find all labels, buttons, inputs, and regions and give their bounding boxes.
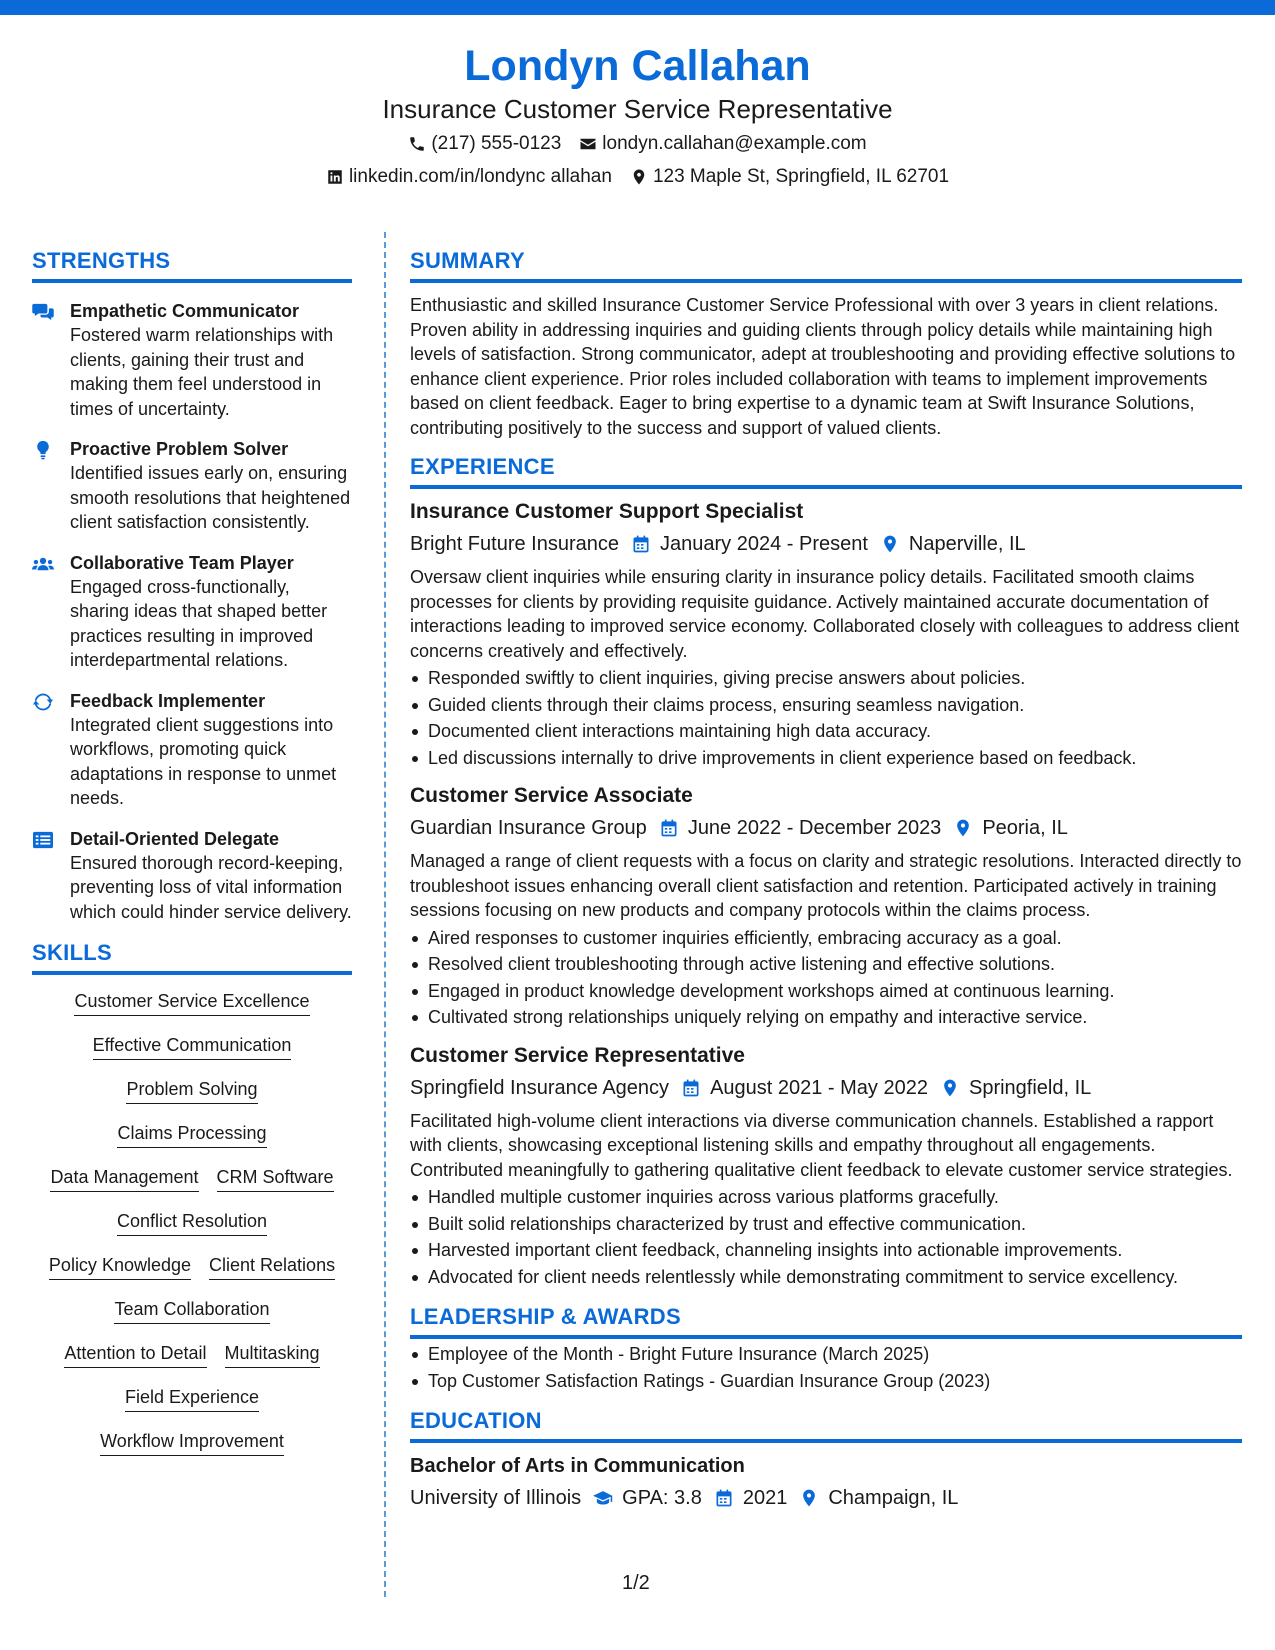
skill-tag: Effective Communication <box>93 1033 292 1060</box>
bullet-item: Resolved client troubleshooting through active listening and effective solutions. <box>410 951 1242 978</box>
bullet-item: Guided clients through their claims process, ensuring seamless navigation. <box>410 692 1242 719</box>
job-dates: January 2024 - Present <box>660 533 868 555</box>
skill-tag: Conflict Resolution <box>117 1209 267 1236</box>
bullet-item: Harvested important client feedback, channeling insights into actionable improvements. <box>410 1237 1242 1264</box>
map-pin-icon <box>953 818 973 838</box>
skill-tag: Team Collaboration <box>114 1297 269 1324</box>
experience-heading: EXPERIENCE <box>410 454 1242 489</box>
education-heading: EDUCATION <box>410 1408 1242 1443</box>
job-entry <box>410 781 1242 1031</box>
school-location: Champaign, IL <box>828 1487 959 1509</box>
skills-section <box>32 940 352 1456</box>
strength-item <box>32 437 352 535</box>
awards-list <box>410 1341 1242 1394</box>
skill-tag: Field Experience <box>125 1385 259 1412</box>
strength-title: Detail-Oriented Delegate <box>70 828 280 849</box>
strengths-list <box>32 299 352 924</box>
bullet-item: Led discussions internally to drive improvements in client experience based on feedback. <box>410 745 1242 772</box>
job-title: Customer Service Representative <box>410 1043 745 1067</box>
calendar-icon <box>631 534 651 554</box>
bullet-item: Aired responses to customer inquiries efficiently, embracing accuracy as a goal. <box>410 925 1242 952</box>
map-pin-icon <box>880 534 900 554</box>
education-section <box>410 1408 1242 1513</box>
school-name: University of Illinois <box>410 1487 582 1509</box>
skill-tag: Client Relations <box>209 1253 335 1280</box>
job-location: Springfield, IL <box>968 1076 1092 1099</box>
skills-heading: SKILLS <box>32 940 352 975</box>
strength-title: Proactive Problem Solver <box>70 439 289 459</box>
strength-item <box>32 827 352 925</box>
bullet-item: Advocated for client needs relentlessly while demonstrating commitment to service excellency. <box>410 1264 1242 1291</box>
job-entry <box>410 1041 1242 1291</box>
job-title: Customer Service Associate <box>410 784 693 807</box>
contact-phone <box>408 129 561 159</box>
strength-item <box>32 551 352 673</box>
bullet-item: Documented client interactions maintaining high data accuracy. <box>410 718 1242 745</box>
award-item: Employee of the Month - Bright Future Insurance (March 2025) <box>410 1341 1242 1368</box>
skill-tag: Workflow Improvement <box>100 1429 284 1456</box>
calendar-icon <box>659 818 679 838</box>
lightbulb-icon <box>32 440 54 460</box>
job-bullets <box>410 925 1242 1031</box>
bullet-item: Built solid relationships characterized by trust and effective communication. <box>410 1211 1242 1238</box>
strength-item <box>32 299 352 421</box>
experience-section <box>410 454 1242 1290</box>
phone-icon <box>408 135 426 153</box>
gpa-text: GPA: 3.8 <box>622 1487 702 1509</box>
graduation-year: 2021 <box>742 1487 788 1509</box>
contact-address <box>630 162 949 192</box>
envelope-icon <box>579 135 597 153</box>
email-text[interactable]: londyn.callahan@example.com <box>602 133 867 154</box>
job-company: Guardian Insurance Group <box>410 817 647 839</box>
strength-item <box>32 689 352 811</box>
contact-email[interactable] <box>579 129 866 159</box>
column-divider <box>384 232 386 1597</box>
calendar-icon <box>681 1078 701 1098</box>
strength-desc: Identified issues early on, ensuring smooth resolutions that heightened client satisfaction consistently. <box>70 463 351 532</box>
job-description: Managed a range of client requests with a focus on clarity and strategic resolutions. Interacted directly to troubleshoot issues enhancing overall client satisfaction and retention. Participated actively in training sessions focusing on new products and company protocols within the claims process. <box>410 851 1242 920</box>
map-pin-icon <box>940 1078 960 1098</box>
comments-icon <box>32 302 54 322</box>
education-meta <box>410 1483 1242 1513</box>
contact-row-1 <box>0 129 1275 159</box>
bullet-item: Handled multiple customer inquiries across various platforms gracefully. <box>410 1184 1242 1211</box>
list-icon <box>32 830 54 850</box>
map-pin-icon <box>799 1488 819 1508</box>
sync-icon <box>32 692 54 712</box>
graduation-cap-icon <box>593 1488 613 1508</box>
address-text: 123 Maple St, Springfield, IL 62701 <box>652 166 950 187</box>
job-description: Facilitated high-volume client interactions via diverse communication channels. Established a rapport with clients, showcasing exceptional listening skills and empathy throughout all engagements. Contributed meaningfully to gathering qualitative client feedback to elevate customer service strategies. <box>410 1110 1233 1180</box>
strength-title: Collaborative Team Player <box>70 552 294 573</box>
map-pin-icon <box>630 168 648 186</box>
contact-row-2 <box>0 162 1275 192</box>
bullet-item: Engaged in product knowledge development workshops aimed at continuous learning. <box>410 978 1242 1005</box>
job-entry <box>410 497 1242 771</box>
skill-tag: Customer Service Excellence <box>74 989 309 1016</box>
candidate-name: Londyn Callahan <box>464 42 811 90</box>
strength-desc: Engaged cross-functionally, sharing ideas that shaped better practices resulting in improved interdepartmental relations. <box>70 576 328 670</box>
job-bullets <box>410 665 1242 771</box>
page-number: 1/2 <box>622 1572 650 1594</box>
resume-header <box>0 40 1275 192</box>
users-icon <box>32 554 54 574</box>
job-title: Insurance Customer Support Specialist <box>410 500 804 523</box>
award-item: Top Customer Satisfaction Ratings - Guardian Insurance Group (2023) <box>410 1368 1242 1395</box>
bullet-item: Cultivated strong relationships uniquely relying on empathy and interactive service. <box>410 1004 1242 1031</box>
left-column <box>32 248 352 1456</box>
summary-text: Enthusiastic and skilled Insurance Customer Service Professional with over 3 years in client relations. Proven ability in addressing inquiries and guiding clients through policy details while maintaining high levels of satisfaction. Strong communicator, adept at troubleshooting and providing effective solutions to enhance client experience. Prior roles included collaboration with teams to implement improvements based on client feedback. Eager to bring expertise to a dynamic team at Swift Insurance Solutions, contributing positively to the success and support of valued clients. <box>410 295 1236 438</box>
strength-title: Empathetic Communicator <box>70 301 300 321</box>
awards-section <box>410 1304 1242 1394</box>
skill-tag: Claims Processing <box>117 1121 266 1148</box>
strength-title: Feedback Implementer <box>70 690 266 711</box>
skill-tag: Attention to Detail <box>64 1341 206 1368</box>
job-meta <box>410 529 1242 559</box>
summary-heading: SUMMARY <box>410 248 1242 283</box>
linkedin-text[interactable]: linkedin.com/in/londync allahan <box>348 166 612 187</box>
awards-heading: LEADERSHIP & AWARDS <box>410 1304 1242 1339</box>
strength-desc: Ensured thorough record-keeping, preventing loss of vital information which could hinder service delivery. <box>70 852 352 922</box>
job-company: Bright Future Insurance <box>410 533 619 555</box>
candidate-title: Insurance Customer Service Representative <box>382 94 893 124</box>
contact-linkedin[interactable] <box>326 162 612 192</box>
bullet-item: Responded swiftly to client inquiries, giving precise answers about policies. <box>410 665 1242 692</box>
job-dates: August 2021 - May 2022 <box>710 1076 928 1099</box>
calendar-icon <box>714 1488 734 1508</box>
linkedin-icon <box>326 168 344 186</box>
strengths-heading: STRENGTHS <box>32 248 352 283</box>
job-location: Peoria, IL <box>982 817 1068 839</box>
job-dates: June 2022 - December 2023 <box>687 817 942 839</box>
skill-tag: Policy Knowledge <box>49 1253 191 1280</box>
skill-tag: Problem Solving <box>126 1077 257 1104</box>
right-column <box>410 248 1242 1519</box>
job-description: Oversaw client inquiries while ensuring clarity in insurance policy details. Facilitated smooth claims processes for clients by providing requisite guidance. Actively maintained accurate documentation of interactions leading to improved service economy. Collaborated closely with colleagues to address client concerns creatively and effectively. <box>410 567 1240 661</box>
skill-tag: Multitasking <box>225 1341 320 1368</box>
phone-text: (217) 555-0123 <box>431 133 562 154</box>
job-bullets <box>410 1184 1242 1290</box>
skill-tag: CRM Software <box>217 1165 334 1192</box>
job-company: Springfield Insurance Agency <box>410 1076 670 1099</box>
degree-title: Bachelor of Arts in Communication <box>410 1455 745 1477</box>
top-accent-bar <box>0 0 1275 15</box>
job-meta <box>410 813 1242 843</box>
strength-desc: Integrated client suggestions into workflows, promoting quick adaptations in response to unmet needs. <box>70 714 337 808</box>
skill-tag: Data Management <box>50 1165 198 1192</box>
job-meta <box>410 1073 1242 1103</box>
skills-list <box>32 989 352 1456</box>
job-location: Naperville, IL <box>908 533 1026 555</box>
strength-desc: Fostered warm relationships with clients, gaining their trust and making them feel understood in times of uncertainty. <box>70 325 334 419</box>
